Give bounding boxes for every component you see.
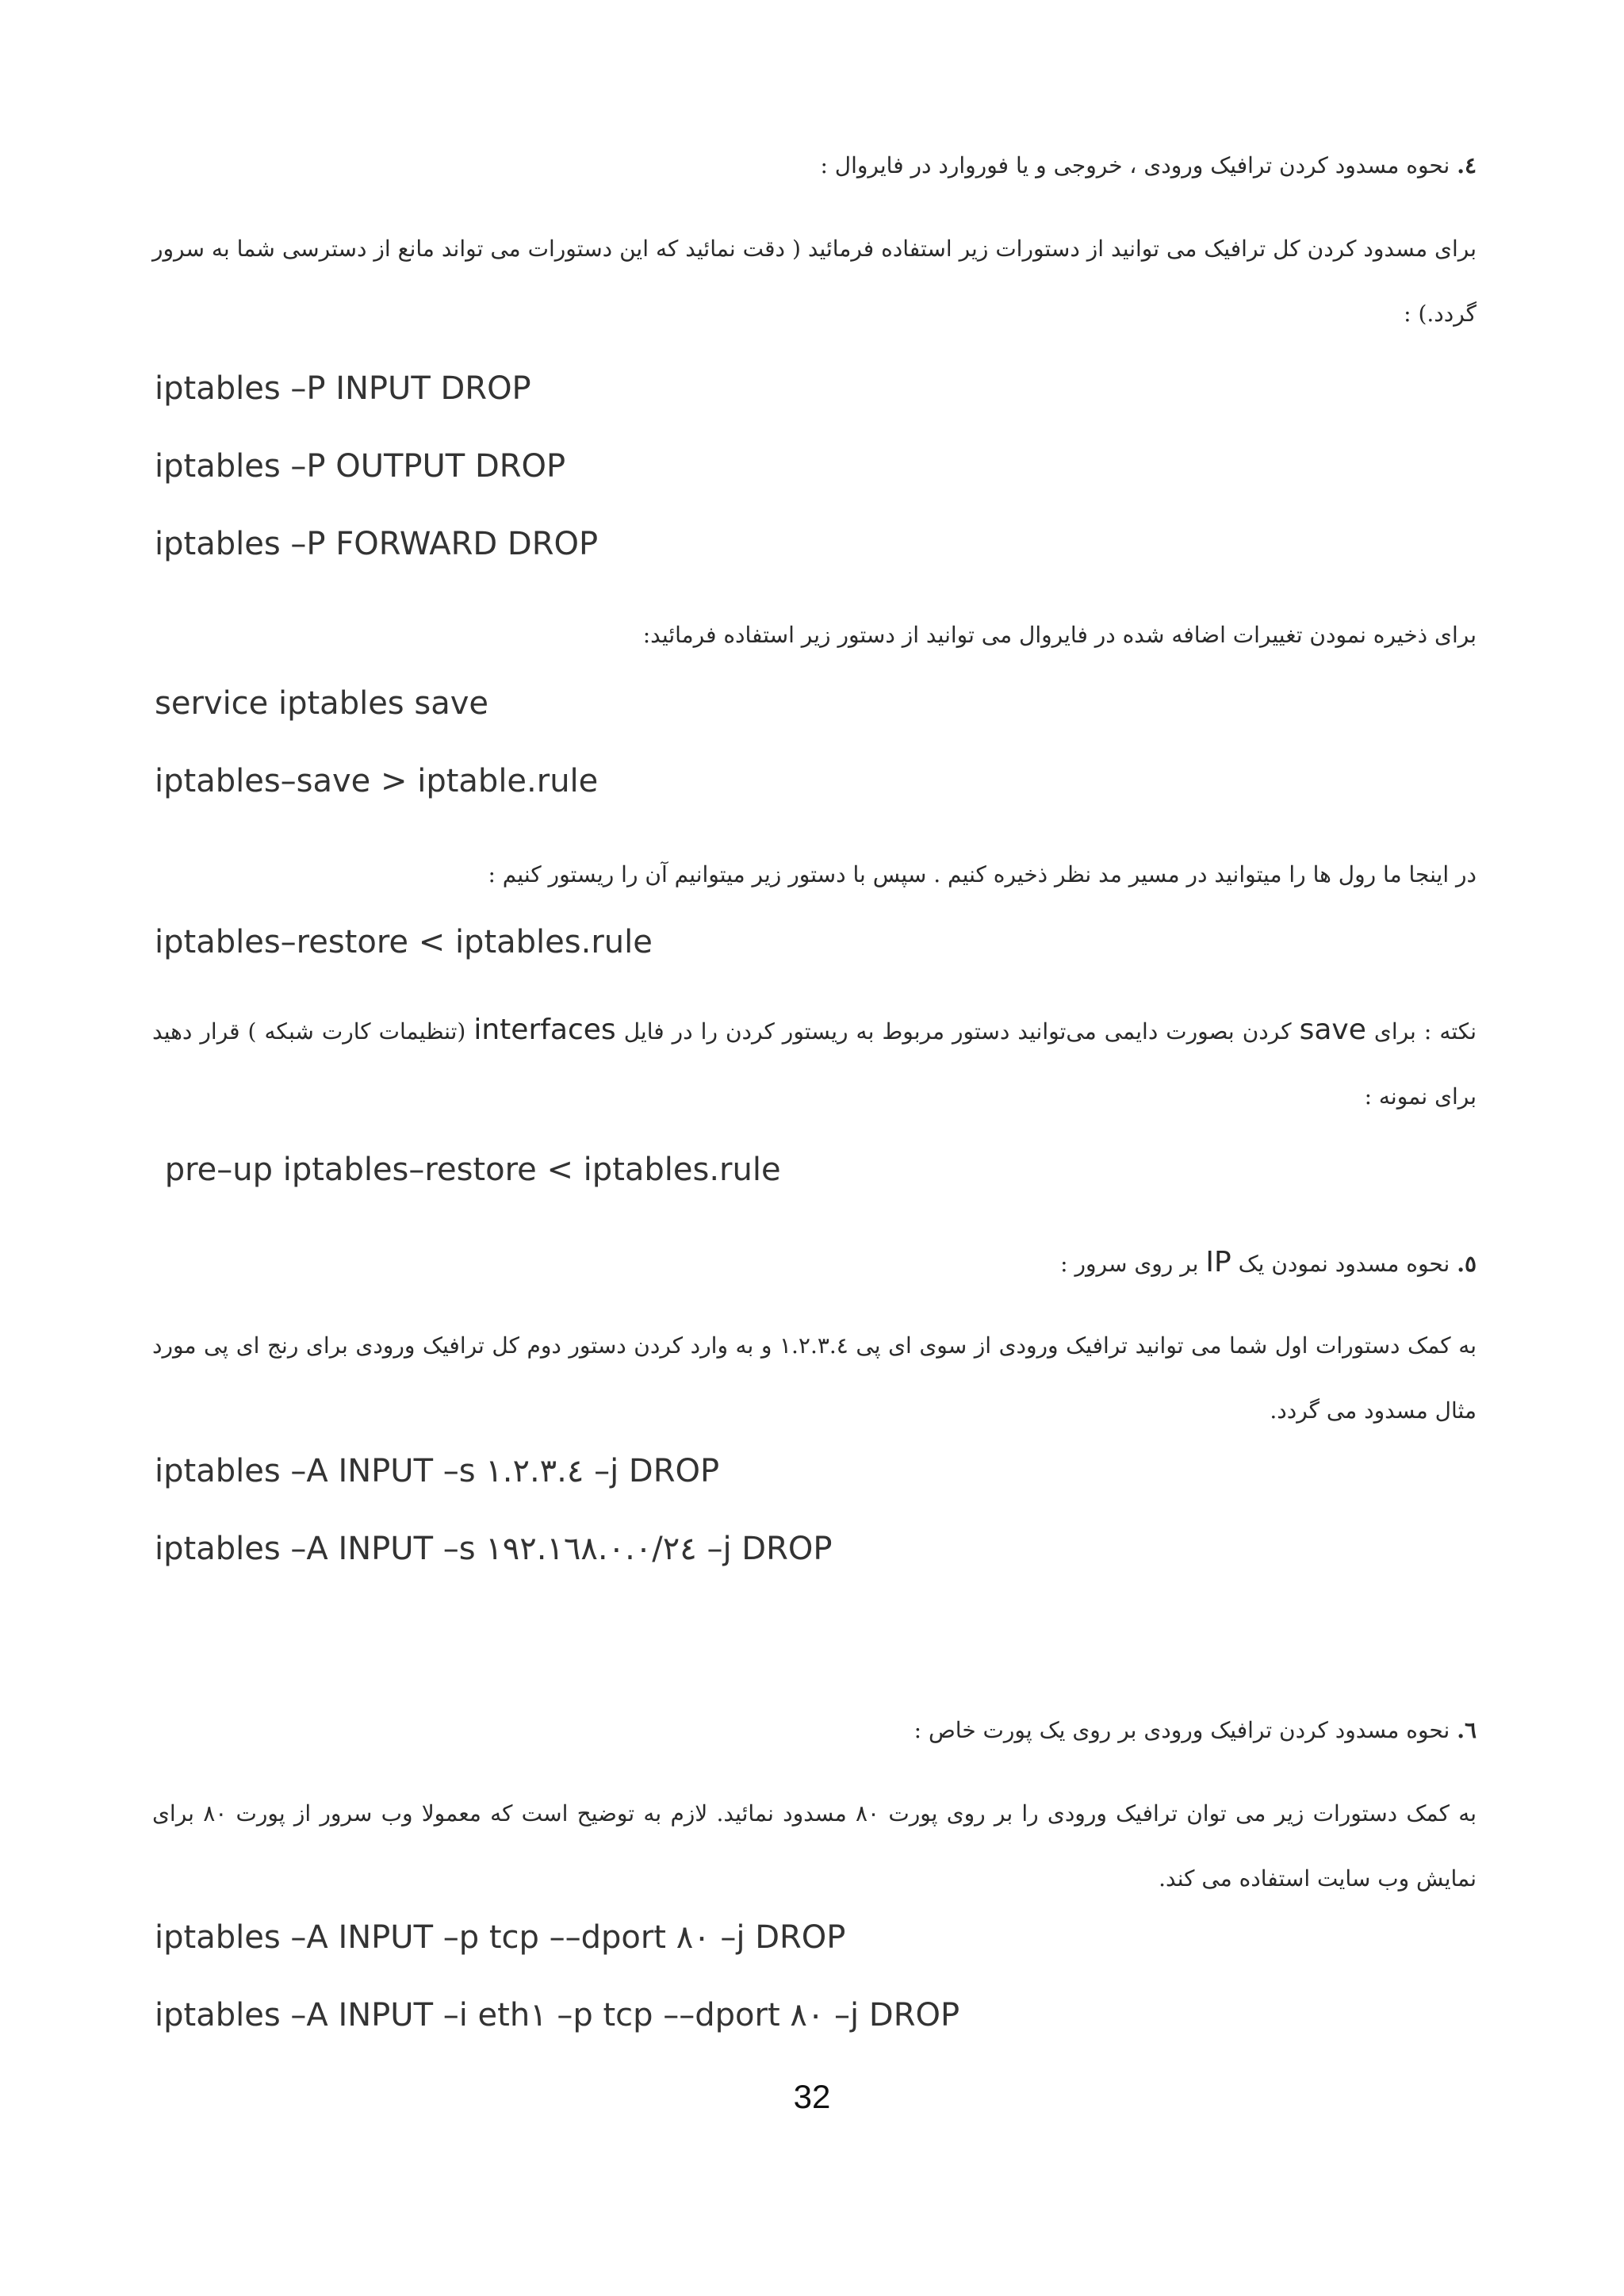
section-6-number: ٦. xyxy=(1457,1717,1477,1743)
save-intro: برای ذخیره نمودن تغییرات اضافه شده در فایروال می توانید از دستور زیر استفاده فرمائید: xyxy=(642,622,1477,648)
section-4-heading xyxy=(152,133,1477,198)
note-save-keyword: save xyxy=(1299,1014,1366,1046)
section-6-heading-text: نحوه مسدود کردن ترافیک ورودی بر روی یک پورت خاص : xyxy=(914,1717,1450,1743)
section-6-heading xyxy=(152,1698,1477,1763)
code-line: iptables–save > iptable.rule xyxy=(155,763,599,799)
section-5-heading xyxy=(152,1230,1477,1297)
code-line: iptables –A INPUT –s ١٩٢.١٦٨.٠.٠/٢٤ –j DROP xyxy=(155,1531,833,1567)
code-line: iptables –A INPUT –s ١.٢.٣.٤ –j DROP xyxy=(155,1453,720,1489)
code-line: pre–up iptables–restore < iptables.rule xyxy=(155,1152,781,1188)
code-line: iptables –P FORWARD DROP xyxy=(155,526,599,562)
code-line: service iptables save xyxy=(155,685,488,722)
code-line: iptables –A INPUT –i eth١ –p tcp ––dport ٨٠ –j DROP xyxy=(155,1997,960,2033)
note-paragraph xyxy=(152,998,1477,1129)
note-text: (تنظیمات کارت شبکه ) قرار دهید برای نمونه : xyxy=(152,1018,1477,1110)
section-4-paragraph: برای مسدود کردن کل ترافیک می توانید از دستورات زیر استفاده فرمائید ( دقت نمائید که این دستورات می تواند مانع از دسترسی شما به سرور گردد.) : xyxy=(152,236,1477,327)
page-number: 32 xyxy=(793,2078,831,2115)
code-line: iptables –P INPUT DROP xyxy=(155,370,531,407)
section-5-number: ٥. xyxy=(1457,1251,1477,1277)
note-text: کردن بصورت دایمی می‌توانید دستور مربوط به ریستور کردن را در فایل xyxy=(623,1018,1292,1045)
section-5-paragraph: به کمک دستورات اول شما می توانید ترافیک ورودی از سوی ای پی ١.٢.٣.٤ و به وارد کردن دستور دوم کل ترافیک ورودی برای رنج ای پی مورد مثال مسدود می گردد. xyxy=(152,1332,1477,1424)
note-interfaces-keyword: interfaces xyxy=(473,1014,616,1046)
restore-intro: در اینجا ما رول ها را میتوانید در مسیر مد نظر ذخیره کنیم . سپس با دستور زیر میتوانیم آن را ریستور کنیم : xyxy=(488,861,1477,887)
section-4-number: ٤. xyxy=(1457,152,1477,178)
section-5-heading-text: بر روی سرور : xyxy=(1060,1251,1199,1277)
code-line: iptables –A INPUT –p tcp ––dport ٨٠ –j DROP xyxy=(155,1919,846,1956)
section-5-ip-keyword: IP xyxy=(1205,1246,1231,1278)
section-6-paragraph: به کمک دستورات زیر می توان ترافیک ورودی را بر روی پورت ٨٠ مسدود نمائید. لازم به توضیح است که معمولا وب سرور از پورت ٨٠ برای نمایش وب سایت استفاده می کند. xyxy=(152,1800,1477,1892)
section-4-heading-text: نحوه مسدود کردن ترافیک ورودی ، خروجی و یا فوروارد در فایروال : xyxy=(820,152,1450,178)
code-line: iptables–restore < iptables.rule xyxy=(155,924,653,960)
section-5-heading-text: نحوه مسدود نمودن یک xyxy=(1238,1251,1450,1277)
note-text: نکته : برای xyxy=(1373,1018,1477,1045)
code-line: iptables –P OUTPUT DROP xyxy=(155,448,566,485)
